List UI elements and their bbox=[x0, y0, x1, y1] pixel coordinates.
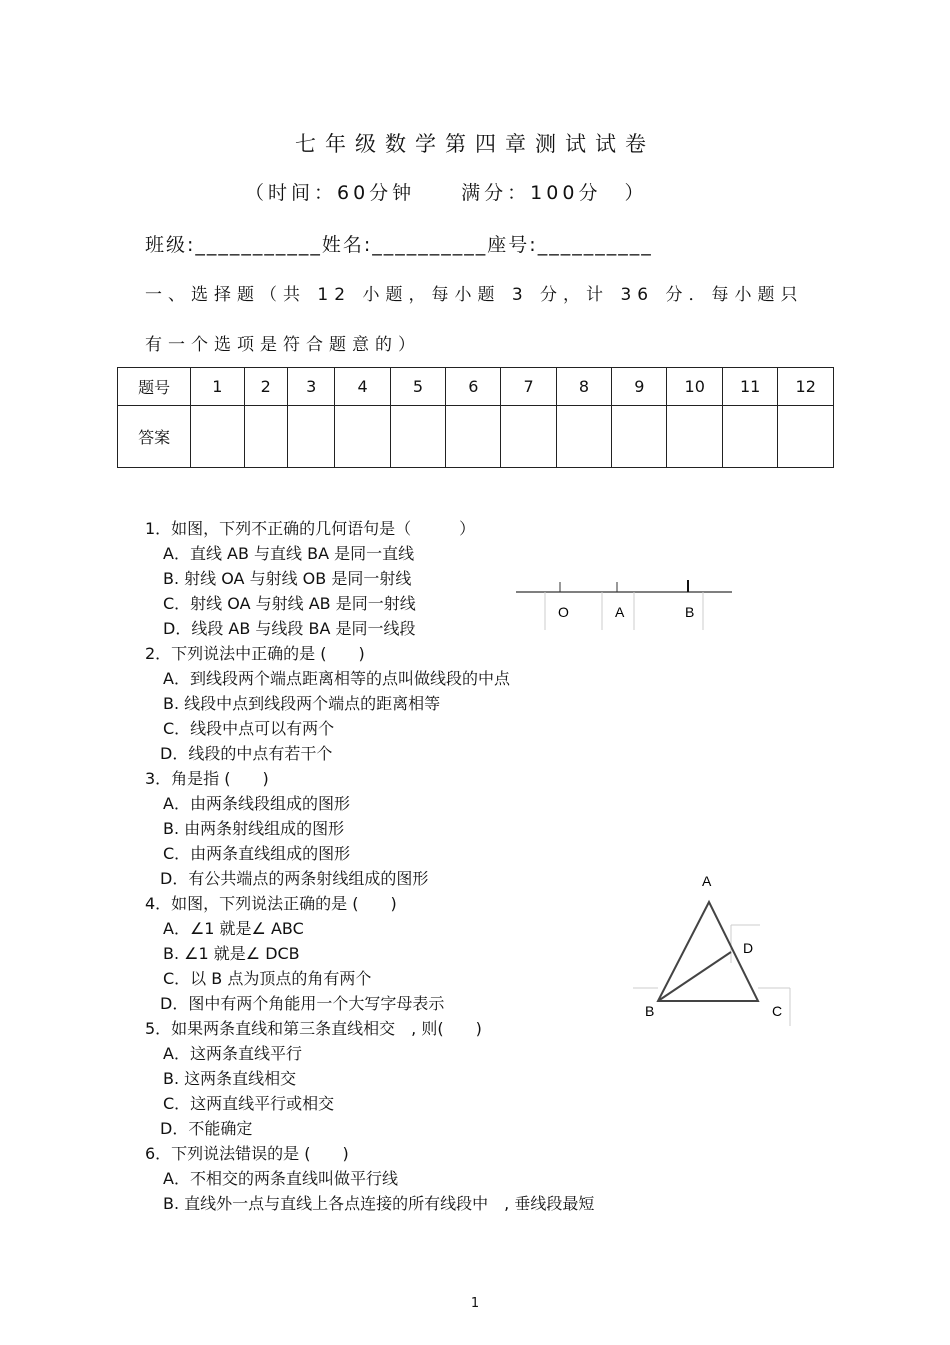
table-cell-number: 11 bbox=[722, 368, 777, 406]
question-2-option-b: B. 线段中点到线段两个端点的距离相等 bbox=[163, 694, 441, 713]
page-title: 七年级数学第四章测试试卷 bbox=[295, 132, 655, 156]
answer-cell[interactable] bbox=[446, 406, 501, 468]
table-row-label: 答案 bbox=[118, 406, 191, 468]
question-3-option-c: C．由两条直线组成的图形 bbox=[163, 844, 351, 863]
point-label-a: A bbox=[615, 604, 625, 620]
exam-time-score: （时间：60分钟 满分：100分 ） bbox=[245, 182, 648, 204]
figure-triangle-abc bbox=[628, 868, 798, 1028]
question-2-option-a: A．到线段两个端点距离相等的点叫做线段的中点 bbox=[163, 669, 510, 688]
answer-cell[interactable] bbox=[667, 406, 722, 468]
table-cell-number: 8 bbox=[556, 368, 611, 406]
question-4-stem: 4．如图，下列说法正确的是 ( ) bbox=[145, 894, 397, 913]
question-5-option-b: B. 这两条直线相交 bbox=[163, 1069, 297, 1088]
segment-bd bbox=[658, 952, 731, 1001]
table-header-label: 题号 bbox=[118, 368, 191, 406]
answer-table bbox=[117, 367, 834, 468]
question-2-option-c: C．线段中点可以有两个 bbox=[163, 719, 335, 738]
vertex-label-b: B bbox=[645, 1003, 655, 1019]
question-4-option-a: A．∠1 就是∠ ABC bbox=[163, 919, 304, 938]
table-cell-number: 7 bbox=[501, 368, 556, 406]
section-heading-line1: 一、选择题（共 12 小题，每小题 3 分，计 36 分．每小题只 bbox=[145, 285, 804, 305]
question-4-option-d: D．图中有两个角能用一个大写字母表示 bbox=[160, 994, 445, 1013]
point-label-o: O bbox=[558, 604, 569, 620]
table-cell-number: 12 bbox=[778, 368, 834, 406]
question-1-option-c: C．射线 OA 与射线 AB 是同一射线 bbox=[163, 594, 416, 613]
question-5-stem: 5．如果两条直线和第三条直线相交 , 则( ) bbox=[145, 1019, 482, 1038]
point-label-d: D bbox=[743, 940, 754, 956]
figure-line-oab bbox=[510, 575, 740, 635]
answer-cell[interactable] bbox=[556, 406, 611, 468]
answer-cell[interactable] bbox=[501, 406, 556, 468]
question-2-option-d: D．线段的中点有若干个 bbox=[160, 744, 333, 763]
answer-cell[interactable] bbox=[612, 406, 667, 468]
question-3-stem: 3．角是指 ( ) bbox=[145, 769, 269, 788]
question-6-option-a: A．不相交的两条直线叫做平行线 bbox=[163, 1169, 398, 1188]
question-5-option-a: A．这两条直线平行 bbox=[163, 1044, 302, 1063]
question-6-stem: 6．下列说法错误的是 ( ) bbox=[145, 1144, 349, 1163]
question-3-option-d: D．有公共端点的两条射线组成的图形 bbox=[160, 869, 429, 888]
student-info-fields[interactable]: 班级:___________姓名:__________座号:__________ bbox=[145, 234, 653, 256]
question-1-option-d: D．线段 AB 与线段 BA 是同一线段 bbox=[163, 619, 416, 638]
table-cell-number: 5 bbox=[390, 368, 445, 406]
answer-cell[interactable] bbox=[191, 406, 244, 468]
question-3-option-a: A．由两条线段组成的图形 bbox=[163, 794, 350, 813]
question-1-option-b: B. 射线 OA 与射线 OB 是同一射线 bbox=[163, 569, 412, 588]
question-1-option-a: A．直线 AB 与直线 BA 是同一直线 bbox=[163, 544, 415, 563]
table-cell-number: 10 bbox=[667, 368, 722, 406]
question-3-option-b: B. 由两条射线组成的图形 bbox=[163, 819, 345, 838]
vertex-label-c: C bbox=[772, 1003, 783, 1019]
table-cell-number: 6 bbox=[446, 368, 501, 406]
question-6-option-b: B. 直线外一点与直线上各点连接的所有线段中 , 垂线段最短 bbox=[163, 1194, 595, 1213]
answer-cell[interactable] bbox=[244, 406, 288, 468]
point-label-b: B bbox=[685, 604, 695, 620]
answer-cell[interactable] bbox=[778, 406, 834, 468]
answer-table-number-row bbox=[118, 368, 834, 406]
answer-cell[interactable] bbox=[335, 406, 390, 468]
answer-cell[interactable] bbox=[722, 406, 777, 468]
table-cell-number: 2 bbox=[244, 368, 288, 406]
question-1-stem: 1．如图，下列不正确的几何语句是（ ） bbox=[145, 519, 476, 538]
question-5-option-c: C．这两直线平行或相交 bbox=[163, 1094, 335, 1113]
table-cell-number: 3 bbox=[288, 368, 335, 406]
answer-table-answer-row bbox=[118, 406, 834, 468]
table-cell-number: 9 bbox=[612, 368, 667, 406]
table-cell-number: 1 bbox=[191, 368, 244, 406]
section-heading-line2: 有一个选项是符合题意的） bbox=[145, 335, 421, 355]
table-cell-number: 4 bbox=[335, 368, 390, 406]
vertex-label-a: A bbox=[702, 873, 712, 889]
question-5-option-d: D．不能确定 bbox=[160, 1119, 253, 1138]
page-number: 1 bbox=[470, 1296, 480, 1311]
question-2-stem: 2．下列说法中正确的是 ( ) bbox=[145, 644, 365, 663]
question-4-option-c: C．以 B 点为顶点的角有两个 bbox=[163, 969, 372, 988]
question-4-option-b: B. ∠1 就是∠ DCB bbox=[163, 944, 300, 963]
answer-cell[interactable] bbox=[390, 406, 445, 468]
answer-cell[interactable] bbox=[288, 406, 335, 468]
